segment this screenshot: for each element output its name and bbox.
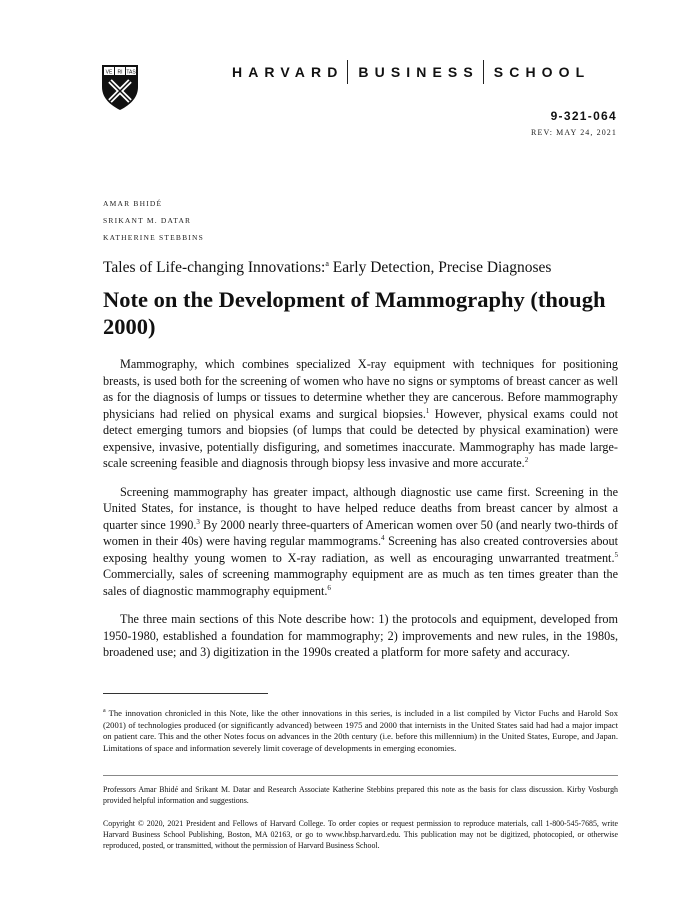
footnote-rule (103, 693, 268, 694)
series-footnote-marker: a (325, 259, 329, 268)
author-name: SRIKANT M. DATAR (103, 216, 192, 225)
hbs-shield-icon (100, 63, 140, 111)
endnote-reference[interactable]: 6 (327, 583, 331, 592)
paragraph-text: However, physical exams could not detect emerging tumors and biopsies (of lumps that could be detected by physical examination) were expensive, invasive, potentially disfiguring, and sometimes inaccurate. Mammography has made large-scale screening feasible and diagnosis through biopsy less invasive and more accurate. (103, 406, 618, 470)
preparation-note: Professors Amar Bhidé and Srikant M. Datar and Research Associate Katherine Stebbins prepared this note as the basis for class discussion. Kirby Vosburgh provided helpful information and suggestions. (103, 785, 618, 805)
endnote-reference[interactable]: 4 (381, 533, 385, 542)
endnote-reference[interactable]: 2 (524, 455, 529, 464)
endnote-reference[interactable]: 3 (196, 517, 200, 526)
paragraph-text: Screening mammography has greater impact, although diagnostic use came first. Screening in the United States, for instance, is thought to have helped reduce deaths from breast cancer by almost a quarter since 1990. (103, 484, 618, 532)
body-paragraph (103, 356, 618, 472)
series-subtitle: Early Detection, Precise Diagnoses (328, 259, 552, 277)
paragraph-text: Commercially, sales of screening mammography equipment are as much as ten times greater than the sales of diagnostic mammography equipment. (103, 567, 618, 598)
series-title (103, 259, 551, 277)
series-title-text: Tales of Life-changing Innovations: (103, 259, 326, 277)
author-name: KATHERINE STEBBINS (103, 233, 204, 242)
school-wordmark (232, 62, 590, 82)
paragraph-text: Mammography, which combines specialized X-ray equipment with techniques for positioning breasts, is used both for the screening of women who have no signs or symptoms of breast cancer as well as for the diagnosis of lumps or tissues to determine whether they are cancerous. Before mammography physicians had relied on physical exams and surgical biopsies. (103, 357, 618, 421)
paragraph-text: By 2000 nearly three-quarters of American women over 50 (and nearly two-thirds of women in their 40s) were having regular mammograms. (103, 517, 618, 548)
copyright-notice: Copyright © 2020, 2021 President and Fellows of Harvard College. To order copies or request permission to reproduce materials, call 1-800-545-7685, write Harvard Business School Publishing, Boston, MA 02163, or go to www.hbsp.harvard.edu. This publication may not be digitized, photocopied, or otherwise reproduced, posted, or transmitted, without the permission of Harvard Business School. (103, 819, 618, 850)
author-name: AMAR BHIDÉ (103, 199, 163, 208)
footnote-marker: a (103, 708, 106, 715)
endnote-reference[interactable]: 5 (614, 550, 618, 559)
shield-letters-3: TAS (126, 69, 136, 76)
wordmark-business: BUSINESS (358, 64, 479, 80)
revision-date: REV: MAY 24, 2021 (531, 128, 617, 137)
document-number: 9-321-064 (550, 109, 617, 123)
wordmark-harvard: HARVARD (232, 64, 344, 80)
wordmark-divider (347, 60, 348, 84)
document-title: Note on the Development of Mammography (though 2000) (103, 287, 606, 339)
footnote-text: The innovation chronicled in this Note, like the other innovations in this series, is included in a list compiled by Victor Fuchs and Harold Sox (2001) of technologies produced (or significantly advanced) between 1975 and 2000 that internists in the United States said had had a major impact on patient care. This and the other Notes focus on advances in the 20th century (i.e. before this millennium) in the United States, Europe, and Japan. Limitations of space and information severely limit coverage of developments in emerging economies. (103, 708, 618, 753)
wordmark-school: SCHOOL (493, 64, 591, 80)
body-text (103, 356, 618, 673)
divider-line (103, 775, 618, 776)
author-list (103, 195, 204, 246)
endnote-reference[interactable]: 1 (425, 406, 430, 415)
paragraph-text: The three main sections of this Note describe how: 1) the protocols and equipment, developed from 1950-1980, established a foundation for mammography; 2) improvements and new rules, in the 1980s, broadened use; and 3) digitization in the 1990s created a platform for more safety and accuracy. (103, 612, 618, 659)
shield-letters-1: VE (105, 69, 113, 76)
shield-letters-2: RI (117, 69, 123, 76)
paragraph-text: Screening has also created controversies about exposing healthy young women to X-ray radiation, as well as encouraging unwarranted treatment. (103, 534, 618, 565)
body-paragraph (103, 611, 618, 661)
body-paragraph (103, 484, 618, 600)
wordmark-divider (483, 60, 484, 84)
footnote (103, 708, 618, 754)
